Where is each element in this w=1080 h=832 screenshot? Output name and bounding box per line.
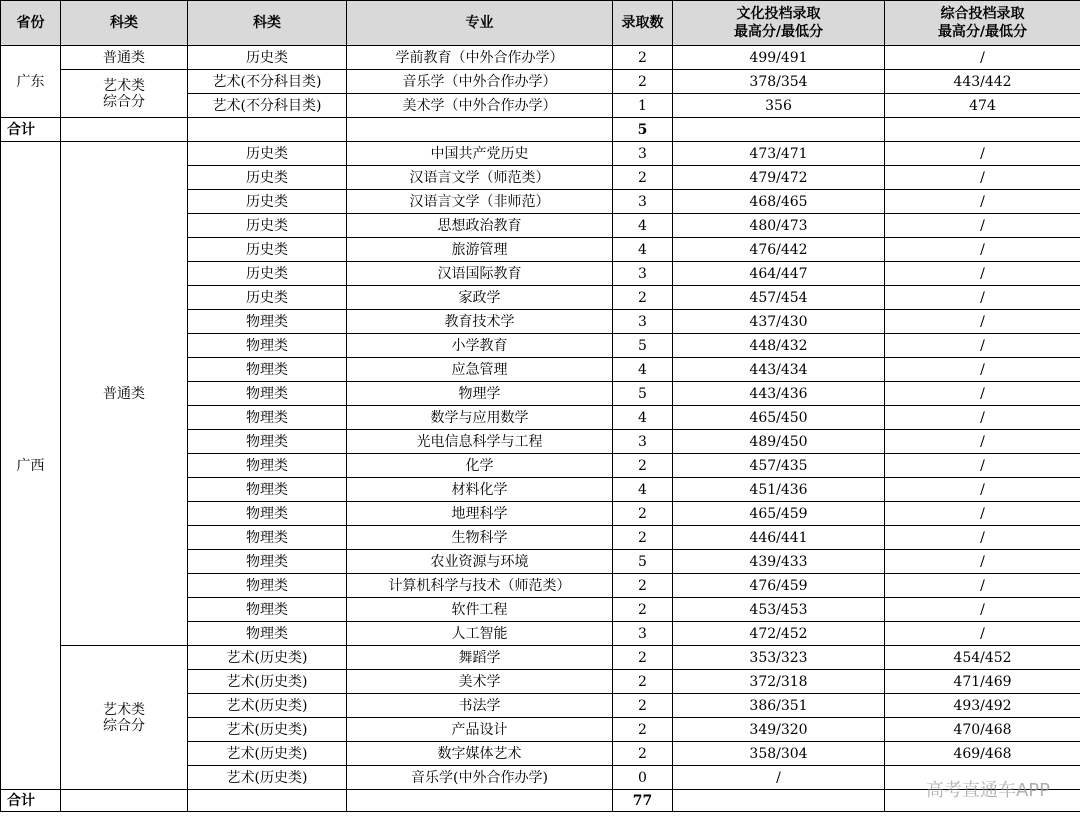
province-cell: 广西 bbox=[1, 142, 61, 790]
culture-score-cell: 453/453 bbox=[673, 598, 885, 622]
count-cell: 2 bbox=[613, 166, 673, 190]
count-cell: 3 bbox=[613, 622, 673, 646]
major-cell: 汉语言文学（师范类） bbox=[347, 166, 613, 190]
header-count: 录取数 bbox=[613, 1, 673, 46]
empty-cell bbox=[347, 118, 613, 142]
count-cell: 3 bbox=[613, 190, 673, 214]
subject-type-cell: 艺术(历史类) bbox=[188, 766, 347, 790]
subject-type-cell: 物理类 bbox=[188, 502, 347, 526]
subject-type-cell: 艺术(不分科目类) bbox=[188, 70, 347, 94]
culture-score-cell: 386/351 bbox=[673, 694, 885, 718]
major-cell: 数字媒体艺术 bbox=[347, 742, 613, 766]
culture-score-cell: 499/491 bbox=[673, 46, 885, 70]
composite-score-cell: 471/469 bbox=[885, 670, 1080, 694]
major-cell: 旅游管理 bbox=[347, 238, 613, 262]
culture-score-cell: 480/473 bbox=[673, 214, 885, 238]
major-cell: 思想政治教育 bbox=[347, 214, 613, 238]
table-row bbox=[1, 646, 1080, 670]
major-cell: 计算机科学与技术（师范类） bbox=[347, 574, 613, 598]
count-cell: 3 bbox=[613, 142, 673, 166]
composite-score-cell: / bbox=[885, 574, 1080, 598]
count-cell: 4 bbox=[613, 358, 673, 382]
culture-score-cell: 465/459 bbox=[673, 502, 885, 526]
count-cell: 3 bbox=[613, 310, 673, 334]
subject-type-cell: 物理类 bbox=[188, 550, 347, 574]
composite-score-cell: / bbox=[885, 406, 1080, 430]
table-row bbox=[1, 46, 1080, 70]
subject-type-cell: 历史类 bbox=[188, 190, 347, 214]
culture-score-cell: 437/430 bbox=[673, 310, 885, 334]
count-cell: 2 bbox=[613, 286, 673, 310]
count-cell: 0 bbox=[613, 766, 673, 790]
subject-type-cell: 物理类 bbox=[188, 310, 347, 334]
header-culture-line2: 最高分/最低分 bbox=[733, 24, 824, 40]
major-cell: 化学 bbox=[347, 454, 613, 478]
subject-type-cell: 物理类 bbox=[188, 382, 347, 406]
major-cell: 生物科学 bbox=[347, 526, 613, 550]
composite-score-cell: / bbox=[885, 598, 1080, 622]
province-cell: 广东 bbox=[1, 46, 61, 118]
culture-score-cell: 468/465 bbox=[673, 190, 885, 214]
culture-score-cell: 451/436 bbox=[673, 478, 885, 502]
category-cell: 艺术类 综合分 bbox=[61, 646, 188, 790]
subject-type-cell: 历史类 bbox=[188, 214, 347, 238]
culture-score-cell: / bbox=[673, 766, 885, 790]
culture-score-cell: 353/323 bbox=[673, 646, 885, 670]
major-cell: 小学教育 bbox=[347, 334, 613, 358]
category-cell: 普通类 bbox=[61, 142, 188, 646]
category-cell: 艺术类 综合分 bbox=[61, 70, 188, 118]
composite-score-cell: 443/442 bbox=[885, 70, 1080, 94]
subject-type-cell: 物理类 bbox=[188, 598, 347, 622]
total-count: 5 bbox=[613, 118, 673, 142]
subject-type-cell: 物理类 bbox=[188, 574, 347, 598]
total-label: 合计 bbox=[1, 790, 61, 812]
culture-score-cell: 473/471 bbox=[673, 142, 885, 166]
culture-score-cell: 457/454 bbox=[673, 286, 885, 310]
composite-score-cell: / bbox=[885, 502, 1080, 526]
header-culture-score bbox=[673, 1, 885, 46]
total-row bbox=[1, 118, 1080, 142]
subject-type-cell: 物理类 bbox=[188, 526, 347, 550]
major-cell: 汉语国际教育 bbox=[347, 262, 613, 286]
composite-score-cell: / bbox=[885, 382, 1080, 406]
composite-score-cell: 474 bbox=[885, 94, 1080, 118]
subject-type-cell: 历史类 bbox=[188, 46, 347, 70]
composite-score-cell bbox=[885, 766, 1080, 790]
composite-score-cell: / bbox=[885, 310, 1080, 334]
subject-type-cell: 物理类 bbox=[188, 478, 347, 502]
culture-score-cell: 448/432 bbox=[673, 334, 885, 358]
culture-score-cell: 439/433 bbox=[673, 550, 885, 574]
header-culture-line1: 文化投档录取 bbox=[736, 6, 821, 22]
major-cell: 音乐学(中外合作办学) bbox=[347, 766, 613, 790]
subject-type-cell: 艺术(历史类) bbox=[188, 694, 347, 718]
header-category: 科类 bbox=[61, 1, 188, 46]
subject-type-cell: 艺术(历史类) bbox=[188, 718, 347, 742]
subject-type-cell: 物理类 bbox=[188, 430, 347, 454]
subject-type-cell: 物理类 bbox=[188, 334, 347, 358]
count-cell: 3 bbox=[613, 430, 673, 454]
empty-cell bbox=[673, 790, 885, 812]
composite-score-cell: / bbox=[885, 334, 1080, 358]
major-cell: 中国共产党历史 bbox=[347, 142, 613, 166]
empty-cell bbox=[188, 118, 347, 142]
composite-score-cell: / bbox=[885, 214, 1080, 238]
culture-score-cell: 349/320 bbox=[673, 718, 885, 742]
count-cell: 2 bbox=[613, 574, 673, 598]
table-body bbox=[1, 46, 1080, 812]
subject-type-cell: 历史类 bbox=[188, 262, 347, 286]
count-cell: 2 bbox=[613, 742, 673, 766]
subject-type-cell: 历史类 bbox=[188, 142, 347, 166]
composite-score-cell: 469/468 bbox=[885, 742, 1080, 766]
composite-score-cell: / bbox=[885, 190, 1080, 214]
major-cell: 人工智能 bbox=[347, 622, 613, 646]
composite-score-cell: / bbox=[885, 478, 1080, 502]
count-cell: 5 bbox=[613, 382, 673, 406]
subject-type-cell: 历史类 bbox=[188, 238, 347, 262]
culture-score-cell: 446/441 bbox=[673, 526, 885, 550]
culture-score-cell: 356 bbox=[673, 94, 885, 118]
count-cell: 1 bbox=[613, 94, 673, 118]
subject-type-cell: 艺术(历史类) bbox=[188, 742, 347, 766]
total-count: 77 bbox=[613, 790, 673, 812]
subject-type-cell: 艺术(历史类) bbox=[188, 670, 347, 694]
culture-score-cell: 378/354 bbox=[673, 70, 885, 94]
empty-cell bbox=[885, 118, 1080, 142]
composite-score-cell: 493/492 bbox=[885, 694, 1080, 718]
composite-score-cell: / bbox=[885, 622, 1080, 646]
count-cell: 5 bbox=[613, 334, 673, 358]
count-cell: 5 bbox=[613, 550, 673, 574]
count-cell: 3 bbox=[613, 262, 673, 286]
composite-score-cell: / bbox=[885, 238, 1080, 262]
count-cell: 4 bbox=[613, 238, 673, 262]
major-cell: 软件工程 bbox=[347, 598, 613, 622]
composite-score-cell: 454/452 bbox=[885, 646, 1080, 670]
count-cell: 2 bbox=[613, 718, 673, 742]
header-subject-type: 科类 bbox=[188, 1, 347, 46]
culture-score-cell: 457/435 bbox=[673, 454, 885, 478]
count-cell: 2 bbox=[613, 70, 673, 94]
subject-type-cell: 物理类 bbox=[188, 358, 347, 382]
count-cell: 4 bbox=[613, 406, 673, 430]
major-cell: 物理学 bbox=[347, 382, 613, 406]
empty-cell bbox=[347, 790, 613, 812]
count-cell: 2 bbox=[613, 694, 673, 718]
subject-type-cell: 历史类 bbox=[188, 166, 347, 190]
culture-score-cell: 472/452 bbox=[673, 622, 885, 646]
total-row bbox=[1, 790, 1080, 812]
count-cell: 2 bbox=[613, 46, 673, 70]
table-row bbox=[1, 70, 1080, 94]
major-cell: 美术学 bbox=[347, 670, 613, 694]
watermark: 高考直通车APP bbox=[925, 780, 1050, 801]
composite-score-cell: / bbox=[885, 286, 1080, 310]
culture-score-cell: 489/450 bbox=[673, 430, 885, 454]
composite-score-cell: / bbox=[885, 358, 1080, 382]
subject-type-cell: 物理类 bbox=[188, 454, 347, 478]
count-cell: 2 bbox=[613, 526, 673, 550]
composite-score-cell: / bbox=[885, 454, 1080, 478]
culture-score-cell: 476/442 bbox=[673, 238, 885, 262]
culture-score-cell: 479/472 bbox=[673, 166, 885, 190]
count-cell: 2 bbox=[613, 670, 673, 694]
major-cell: 数学与应用数学 bbox=[347, 406, 613, 430]
composite-score-cell: / bbox=[885, 142, 1080, 166]
header-major: 专业 bbox=[347, 1, 613, 46]
empty-cell bbox=[188, 790, 347, 812]
major-cell: 产品设计 bbox=[347, 718, 613, 742]
culture-score-cell: 464/447 bbox=[673, 262, 885, 286]
composite-score-cell: / bbox=[885, 46, 1080, 70]
composite-score-cell: / bbox=[885, 262, 1080, 286]
major-cell: 应急管理 bbox=[347, 358, 613, 382]
empty-cell bbox=[885, 790, 1080, 812]
subject-type-cell: 物理类 bbox=[188, 622, 347, 646]
subject-type-cell: 艺术(历史类) bbox=[188, 646, 347, 670]
header-row bbox=[1, 1, 1080, 46]
culture-score-cell: 476/459 bbox=[673, 574, 885, 598]
major-cell: 地理科学 bbox=[347, 502, 613, 526]
header-composite-score bbox=[885, 1, 1080, 46]
composite-score-cell: / bbox=[885, 526, 1080, 550]
major-cell: 材料化学 bbox=[347, 478, 613, 502]
count-cell: 2 bbox=[613, 502, 673, 526]
major-cell: 音乐学（中外合作办学） bbox=[347, 70, 613, 94]
major-cell: 舞蹈学 bbox=[347, 646, 613, 670]
culture-score-cell: 443/436 bbox=[673, 382, 885, 406]
culture-score-cell: 465/450 bbox=[673, 406, 885, 430]
composite-score-cell: / bbox=[885, 430, 1080, 454]
culture-score-cell: 358/304 bbox=[673, 742, 885, 766]
major-cell: 家政学 bbox=[347, 286, 613, 310]
major-cell: 教育技术学 bbox=[347, 310, 613, 334]
count-cell: 2 bbox=[613, 598, 673, 622]
major-cell: 学前教育（中外合作办学） bbox=[347, 46, 613, 70]
count-cell: 4 bbox=[613, 478, 673, 502]
major-cell: 光电信息科学与工程 bbox=[347, 430, 613, 454]
composite-score-cell: / bbox=[885, 550, 1080, 574]
header-composite-line1: 综合投档录取 bbox=[940, 6, 1025, 22]
culture-score-cell: 372/318 bbox=[673, 670, 885, 694]
composite-score-cell: 470/468 bbox=[885, 718, 1080, 742]
count-cell: 2 bbox=[613, 646, 673, 670]
header-composite-line2: 最高分/最低分 bbox=[937, 24, 1028, 40]
empty-cell bbox=[61, 790, 188, 812]
empty-cell bbox=[61, 118, 188, 142]
major-cell: 书法学 bbox=[347, 694, 613, 718]
composite-score-cell: / bbox=[885, 166, 1080, 190]
table-row bbox=[1, 142, 1080, 166]
count-cell: 4 bbox=[613, 214, 673, 238]
count-cell: 2 bbox=[613, 454, 673, 478]
major-cell: 汉语言文学（非师范） bbox=[347, 190, 613, 214]
subject-type-cell: 艺术(不分科目类) bbox=[188, 94, 347, 118]
empty-cell bbox=[673, 118, 885, 142]
header-province: 省份 bbox=[1, 1, 61, 46]
culture-score-cell: 443/434 bbox=[673, 358, 885, 382]
major-cell: 美术学（中外合作办学） bbox=[347, 94, 613, 118]
category-cell: 普通类 bbox=[61, 46, 188, 70]
subject-type-cell: 物理类 bbox=[188, 406, 347, 430]
major-cell: 农业资源与环境 bbox=[347, 550, 613, 574]
subject-type-cell: 历史类 bbox=[188, 286, 347, 310]
total-label: 合计 bbox=[1, 118, 61, 142]
